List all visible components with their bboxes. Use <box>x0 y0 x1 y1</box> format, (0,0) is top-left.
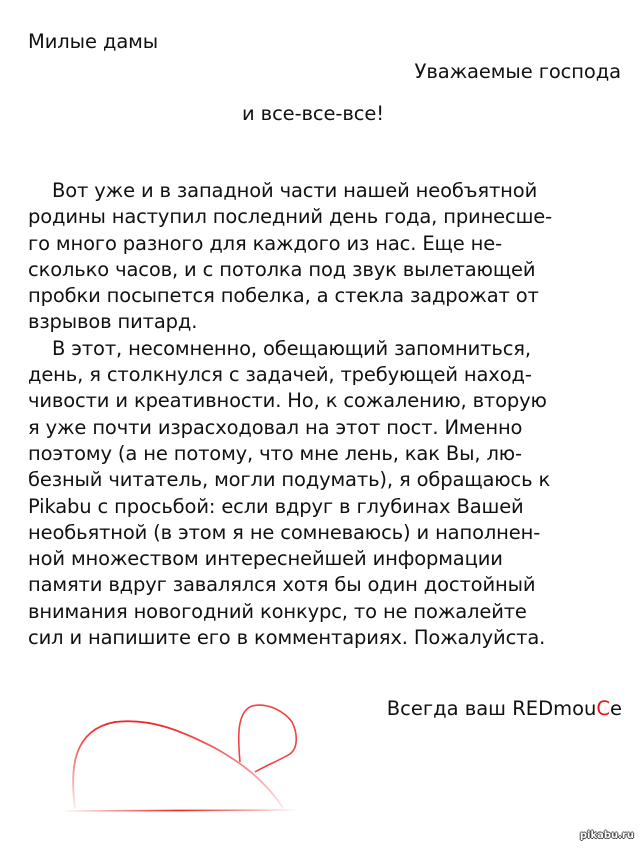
paragraph-line: Вот уже и в западной части нашей необъятной <box>52 179 538 202</box>
paragraph-line: го много разного для каждого из нас. Еще не- <box>28 231 502 255</box>
paragraph-line: пробки посыпется побелка, а стекла задрожат от <box>28 284 539 308</box>
signature-prefix: Всегда ваш REDmou <box>386 697 597 720</box>
paragraph-line: В этот, несомненно, обещающий запомниться, <box>52 336 531 360</box>
paragraph-line: внимания новогодний конкурс, то не пожалейте <box>28 599 527 623</box>
paragraph-line: поэтому (а не потому, что мне лень, как Вы, лю- <box>28 441 522 465</box>
watermark: pikabu.ru <box>579 830 634 841</box>
greeting-gentlemen: Уважаемые господа <box>414 60 621 83</box>
greeting-ladies: Милые дамы <box>28 30 159 53</box>
paragraph-line: взрывов питард. <box>28 310 198 334</box>
paragraph-line: необьятной (в этом я не сомневаюсь) и наполнен- <box>28 520 541 544</box>
paragraph-line: памяти вдруг завалялся хотя бы один достойный <box>28 573 536 597</box>
paragraph-line: Pikabu с просьбой: если вдруг в глубинах Вашей <box>28 494 524 518</box>
greeting-everyone: и все-все-все! <box>242 102 384 125</box>
paragraph-line: день, я столкнулся с задачей, требующей наход- <box>28 363 532 387</box>
paragraph-line: я уже почти израсходовал на этот пост. Именно <box>28 415 523 439</box>
paragraph-line: ной множеством интереснейшей информации <box>28 547 503 571</box>
signature-suffix: e <box>610 697 622 720</box>
mouse-sketch-icon <box>0 690 320 848</box>
letter-body <box>28 178 624 651</box>
paragraph-line: родины наступил последний день года, принесше- <box>28 205 553 229</box>
paragraph-line: сколько часов, и с потолка под звук вылетающей <box>28 257 536 281</box>
paragraph-line: безный читатель, могли подумать), я обращаюсь к <box>28 468 551 492</box>
paragraph-line: сил и напишите его в комментариях. Пожалуйста. <box>28 626 546 650</box>
paragraph-line: чивости и креативности. Но, к сожалению, вторую <box>28 389 547 413</box>
signature-accent-letter: C <box>596 697 610 720</box>
signature <box>387 697 622 720</box>
